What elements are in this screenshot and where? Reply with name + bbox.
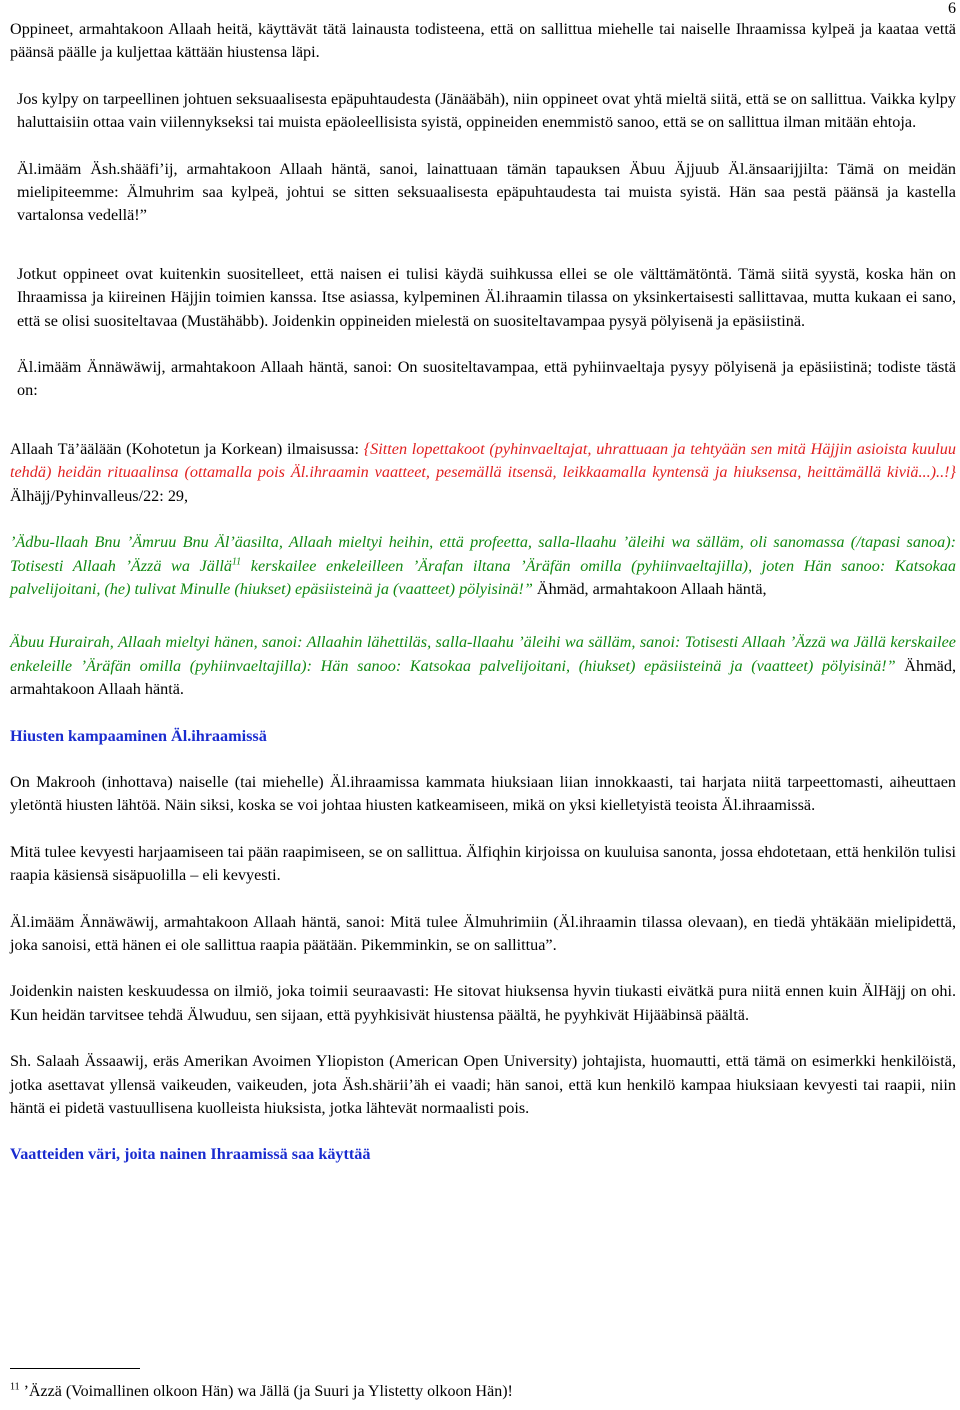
document-body <box>10 18 956 1167</box>
paragraph-makrooh: On Makrooh (inhottava) naiselle (tai miehelle) Äl.ihraamissa kammata hiuksiaan liian innokkaasti, tai harjata niitä tarpeettomasti, aiheuttaen yletöntä hiusten lähtöä. Näin siksi, koska se voi johtaa hiusten katkeamiseen, mikä on yksi kielletyistä teoista Äl.ihraamissä. <box>10 772 956 815</box>
paragraph-salaah-assaawij: Sh. Salaah Ässaawij, eräs Amerikan Avoimen Yliopiston (American Open University) johtajista, huomautti, että tämä on esimerkki henkilöistä, jotka asettavat yllensä vaikeuden, vaikeuden, jota Äsh.shärii’äh ei vaadi; hän sanoi, että kun henkilö kampaa hiuksiaan kevyesti tai raapii, niin häntä ei pidetä vastuullisena kuolleista hiuksista, jotka lähtevät normaalisti pois. <box>10 1052 956 1117</box>
paragraph-shower-advice: Jotkut oppineet ovat kuitenkin suositelleet, että naisen ei tulisi käydä suihkussa ellei se ole välttämätöntä. Tämä siitä syystä, koska hän on Ihraamissa ja kiireinen Häjjin toimien kanssa. Itse asiassa, kylpeminen Äl.ihraamin tilassa on yksinkertaisesti sallittavaa, mutta kukaan ei sano, että se olisi suositeltavaa (Mustähäbb). Joidenkin oppineiden mielestä on suositeltavampaa pysyä pölyisenä ja epäsiistinä. <box>17 264 956 330</box>
hadith-quote: Äbuu Hurairah, Allaah mieltyi hänen, sanoi: Allaahin lähettiläs, salla-llaahu ’äleihi wa sälläm, sanoi: Totisesti Allaah ’Äzzä wa Jällä kerskailee enkeleille ’Äräfän omilla (pyhiinvaeltajilla): Hän sanoo: Katsokaa palvelijoitani, (hiukset) epäsiisteinä ja (vaatteet) pölyisinä!” <box>10 633 956 675</box>
paragraph-hadith-2 <box>10 631 956 701</box>
footnote-divider <box>10 1368 140 1369</box>
footnote-number: 11 <box>10 1381 20 1393</box>
paragraph-ash-shafii: Äl.imääm Äsh.shääfi’ij, armahtakoon Allaah häntä, sanoi, lainattuaan tämän tapauksen Äbuu Äjjuub Äl.änsaarijjilta: Tämä on meidän mielipiteemme: Älmuhrim saa kylpeä, johtui se sitten seksuaalisesta epäpuhtaudesta tai muista syistä. Hän saa pestä päänsä ja kastella vartalonsa vedellä!” <box>17 159 956 225</box>
paragraph-quran-evidence <box>10 438 956 508</box>
hadith-quote-b: kerskailee enkeleilleen ’Ärafan iltana ’Äräfän omilla (pyhiinvaeltajilla), joten Hän sanoo: Katsokaa palvelijoitani, (he) tulivat Minulle (hiukset) epäsiisteinä ja (vaatteet) pölyisinä!” <box>10 556 956 598</box>
page-number: 6 <box>948 0 956 17</box>
paragraph-tied-hair: Joidenkin naisten keskuudessa on ilmiö, joka toimii seuraavasti: He sitovat hiuksensa hyvin tiukasti eivätkä pura niitä ennen kuin ÄlHäjj on ohi. Kun heidän tarvitsee tehdä Älwuduu, sen sijaan, että pyyhkisivät hiustensa päältä, he pyyhkivät Hijääbinsä päältä. <box>10 982 956 1024</box>
paragraph-scratching: Äl.imääm Ännäwäwij, armahtakoon Allaah häntä, sanoi: Mitä tulee Älmuhrimiin (Äl.ihraamin tilassa olevaan), en tiedä yhtäkään mielipidettä, joka sanoisi, että hänen ei ole sallittua raapia päätään. Pikemminkin, se on sallittua”. <box>10 912 956 954</box>
hadith-attribution: Ähmäd, armahtakoon Allaah häntä, <box>532 579 767 598</box>
paragraph-janabah: Jos kylpy on tarpeellinen johtuen seksuaalisesta epäpuhtaudesta (Jänääbäh), niin oppineet ovat yhtä mieltä siitä, että se on sallittua. Vaikka kylpy haluttaisiin ottaa vain viilennykseksi tai muista epäoleellisista syistä, oppineiden enemmistö sanoo, että se on sallittua ilman mitään ehtoja. <box>17 89 956 132</box>
footnote-marker: 11 <box>231 556 242 568</box>
hadith-attribution: Ähmäd, armahtakoon Allaah häntä. <box>10 656 956 699</box>
paragraph-light-brushing: Mitä tulee kevyesti harjaamiseen tai pään raapimiseen, se on sallittua. Älfiqhin kirjoissa on kuuluisa sanonta, jossa ehdotetaan, että henkilön tulisi raapia käsiensä sisäpuolilla – eli kevyesti. <box>10 842 956 885</box>
quran-reference: Älhäjj/Pyhinvalleus/22: 29, <box>10 486 189 505</box>
section-heading-combing: Hiusten kampaaminen Äl.ihraamissä <box>10 726 267 745</box>
paragraph-bathing-evidence: Oppineet, armahtakoon Allaah heitä, käyttävät tätä lainausta todisteena, että on sallittua miehelle tai naiselle Ihraamissa kylpeä ja kaataa vettä päänsä päälle ja kuljettaa kättään hiustensa läpi. <box>10 20 956 62</box>
hadith-quote-a: ’Ädbu-llaah Bnu ’Ämruu Bnu Äl’äasilta, Allaah mieltyi heihin, että profeetta, salla-llaahu ’äleihi wa sälläm, oli sanomassa (/tapasi sanoa): Totisesti Allaah ’Äzzä wa Jällä <box>10 533 956 575</box>
quran-quote: {Sitten lopettakoot (pyhinvaeltajat, uhrattuaan ja tehtyään sen mitä Häjjin asioista kuuluu tehdä) heidän rituaalinsa (ottamalla pois Äl.ihraamin vaatteet, pesemällä itsensä, leikkaamalla kyntensä ja hiuksensa, heittämällä kiviä...)..!} <box>10 439 956 482</box>
footnote-text: ’Äzzä (Voimallinen olkoon Hän) wa Jällä (ja Suuri ja Ylistetty olkoon Hän)! <box>19 1383 513 1400</box>
paragraph-hadith-1 <box>10 531 956 601</box>
section-heading-clothing-colour: Vaatteiden väri, joita nainen Ihraamissä saa käyttää <box>10 1145 371 1164</box>
quran-intro: Allaah Tä’äälään (Kohotetun ja Korkean) ilmaisussa: <box>10 439 364 458</box>
footnote <box>10 1383 513 1401</box>
paragraph-an-nawawi: Äl.imääm Ännäwäwij, armahtakoon Allaah häntä, sanoi: On suositeltavampaa, että pyhiinvaeltaja pysyy pölyisenä ja epäsiistinä; todiste tästä on: <box>17 358 956 400</box>
